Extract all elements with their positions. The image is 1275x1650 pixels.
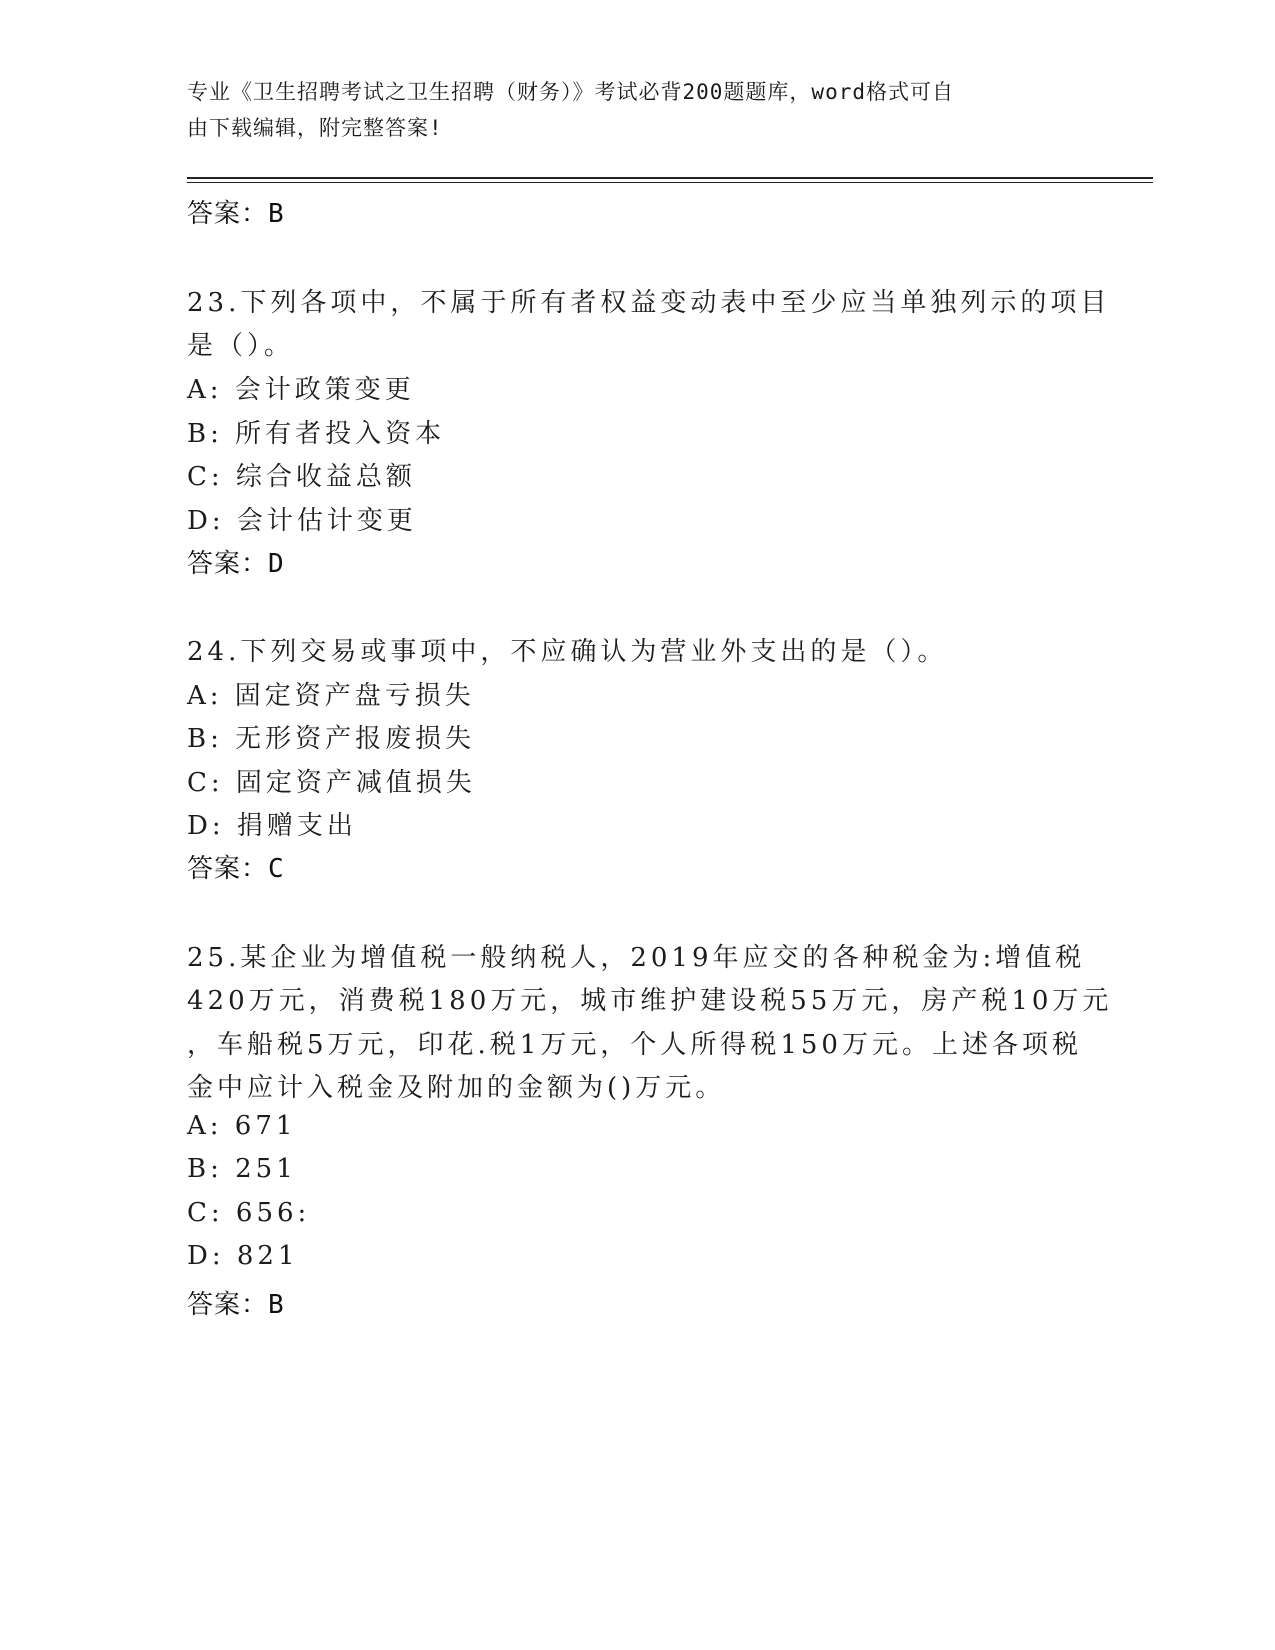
q23-answer: 答案：D: [187, 549, 285, 579]
q23-option-a: A: 会计政策变更: [187, 375, 415, 405]
q25-stem-line-3: ，车船税5万元，印花.税1万元，个人所得税150万元。上述各项税: [187, 1030, 1082, 1060]
prev-answer: 答案：B: [187, 199, 285, 229]
q24-option-b: B: 无形资产报废损失: [187, 724, 476, 754]
header-line-2: 由下载编辑，附完整答案!: [187, 116, 443, 140]
q24-option-d: D: 捐赠支出: [187, 811, 357, 841]
header-line-1: 专业《卫生招聘考试之卫生招聘（财务）》考试必背200题题库，word格式可自: [187, 80, 954, 104]
q23-stem-line-1: 23.下列各项中，不属于所有者权益变动表中至少应当单独列示的项目: [187, 288, 1111, 318]
q23-option-b: B: 所有者投入资本: [187, 419, 446, 449]
q24-option-c: C: 固定资产减值损失: [187, 768, 476, 798]
document-header: [187, 74, 1087, 146]
q23-stem-line-2: 是（）。: [187, 331, 295, 361]
q25-option-c: C: 656:: [187, 1198, 311, 1228]
q25-stem-line-1: 25.某企业为增值税一般纳税人，2019年应交的各种税金为:增值税: [187, 943, 1086, 973]
q25-stem-line-4: 金中应计入税金及附加的金额为()万元。: [187, 1073, 726, 1103]
q24-stem-line-1: 24.下列交易或事项中，不应确认为营业外支出的是（）。: [187, 637, 948, 667]
q25-answer: 答案：B: [187, 1290, 285, 1320]
header-rule-thick: [187, 177, 1153, 179]
q25-option-d: D: 821: [187, 1241, 299, 1271]
q24-answer: 答案：C: [187, 854, 285, 884]
header-rule-thin: [187, 182, 1153, 183]
q25-stem-line-2: 420万元，消费税180万元，城市维护建设税55万元，房产税10万元: [187, 986, 1113, 1016]
q24-option-a: A: 固定资产盘亏损失: [187, 681, 475, 711]
q25-option-b: B: 251: [187, 1154, 297, 1184]
q23-option-d: D: 会计估计变更: [187, 506, 417, 536]
q25-option-a: A: 671: [187, 1111, 297, 1141]
q23-option-c: C: 综合收益总额: [187, 462, 416, 492]
